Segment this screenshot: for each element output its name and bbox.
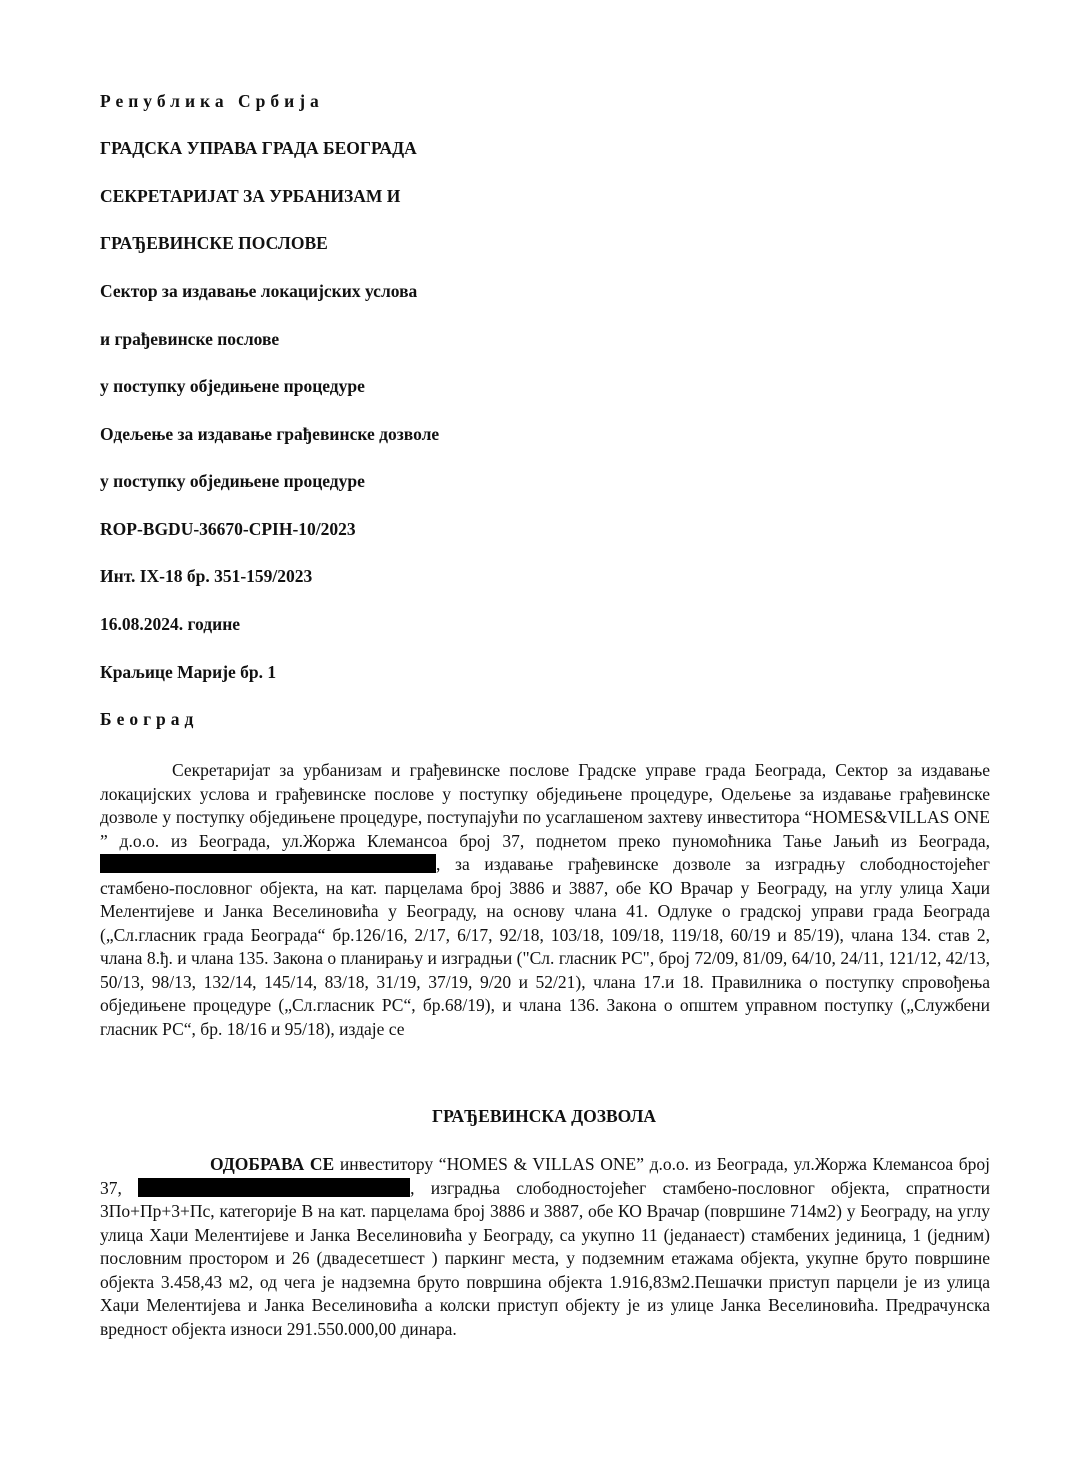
redaction-bar — [100, 854, 436, 873]
header-address: Краљице Марије бр. 1 — [100, 662, 277, 682]
header-department: Одељење за издавање грађевинске дозволе — [100, 424, 440, 444]
header-date: 16.08.2024. године — [100, 614, 241, 634]
header-city-administration: ГРАДСКА УПРАВА ГРАДА БЕОГРАДА — [100, 138, 417, 158]
preamble-text-2: , за издавање грађевинске дозволе за изградњу слободностојећег стамбено-пословног објекта, на кат. парцелама број 3886 и 3887, обе КО Врачар у Београду, на углу улица Хаџи Мелентијеве и Јанка Веселиновића у Београду, на основу члана 41. Одлуке о градској управи града Београда („Сл.гласник града Београда“ бр.126/16, 2/17, 6/17, 92/18, 103/18, 109/18, 119/18, 60/19 и 85/19), члана 134. став 2, члана 8.ђ. и члана 135. Закона о планирању и изградњи ("Сл. гласник РС", број 72/09, 81/09, 64/10, 24/11, 121/12, 42/13, 50/13, 98/13, 132/14, 145/14, 83/18, 31/19, 37/19, 9/20 и 52/21), члана 17.и 18. Правилника о поступку спровођења обједињене процедуре („Сл.гласник РС“, бр.68/19), и члана 136. Закона о општем управном поступку („Службени гласник РС“, бр. 18/16 и 95/18), издаје се — [100, 854, 990, 1039]
header-internal-number: Инт. IX-18 бр. 351-159/2023 — [100, 566, 313, 586]
redaction-bar — [138, 1178, 410, 1197]
header-secretariat: СЕКРЕТАРИЈАТ ЗА УРБАНИЗАМ И — [100, 186, 401, 206]
header-procedure-2: у поступку обједињене процедуре — [100, 471, 365, 491]
header-procedure: у поступку обједињене процедуре — [100, 376, 365, 396]
decision-text-1: инвеститору “HOMES & VILLAS ONE” д.о.о. из Београда, ул.Жоржа Клемансоа број 37, — [100, 1154, 990, 1198]
header-country: Република Србија — [100, 91, 324, 111]
decision-text-2: , изградња слободностојећег стамбено-пословног објекта, спратности 3По+Пр+3+Пс, категорије В на кат. парцелама број 3886 и 3887, обе КО Врачар (површине 714м2) у Београду, на углу улица Хаџи Мелентијеве и Јанка Веселиновића у Београду, са укупно 11 (једанаест) стамбених јединица, 1 (једним) пословним простором и 26 (двадесетшест ) паркинг места, у подземним етажама објекта, укупне бруто површине објекта 3.458,43 м2, од чега је надземна бруто површина објекта 1.916,83м2.Пешачки приступ парцели је из улица Хаџи Мелентијева и Јанка Веселиновића а колски приступ објекту је из улице Јанка Веселиновића. Предрачунска вредност објекта износи 291.550.000,00 динара. — [100, 1177, 991, 1339]
document-title: ГРАЂЕВИНСКА ДОЗВОЛА — [431, 1106, 657, 1126]
header-rop-number: ROP-BGDU-36670-CPIH-10/2023 — [100, 519, 356, 539]
preamble-paragraph — [100, 759, 990, 1041]
header-place: Београд — [100, 709, 199, 729]
decision-lead: ОДОБРАВА СЕ — [210, 1154, 335, 1174]
header-sector: Сектор за издавање локацијских услова — [100, 281, 418, 301]
decision-paragraph — [100, 1153, 990, 1341]
preamble-text-1: Секретаријат за урбанизам и грађевинске послове Градске управе града Београда, Сектор за издавање локацијских услова и грађевинске послове у поступку обједињене процедуре, Одељење за издавање грађевинске дозволе у поступку обједињене процедуре, поступајући по усаглашеном захтеву инвеститора “HOMES&VILLAS ONE ” д.о.о. из Београда, ул.Жоржа Клемансоа број 37, поднетом преко пуномоћника Тање Јањић из Београда, — [100, 760, 990, 851]
header-sector-cont: и грађевинске послове — [100, 329, 280, 349]
header-secretariat-cont: ГРАЂЕВИНСКЕ ПОСЛОВЕ — [100, 233, 328, 253]
